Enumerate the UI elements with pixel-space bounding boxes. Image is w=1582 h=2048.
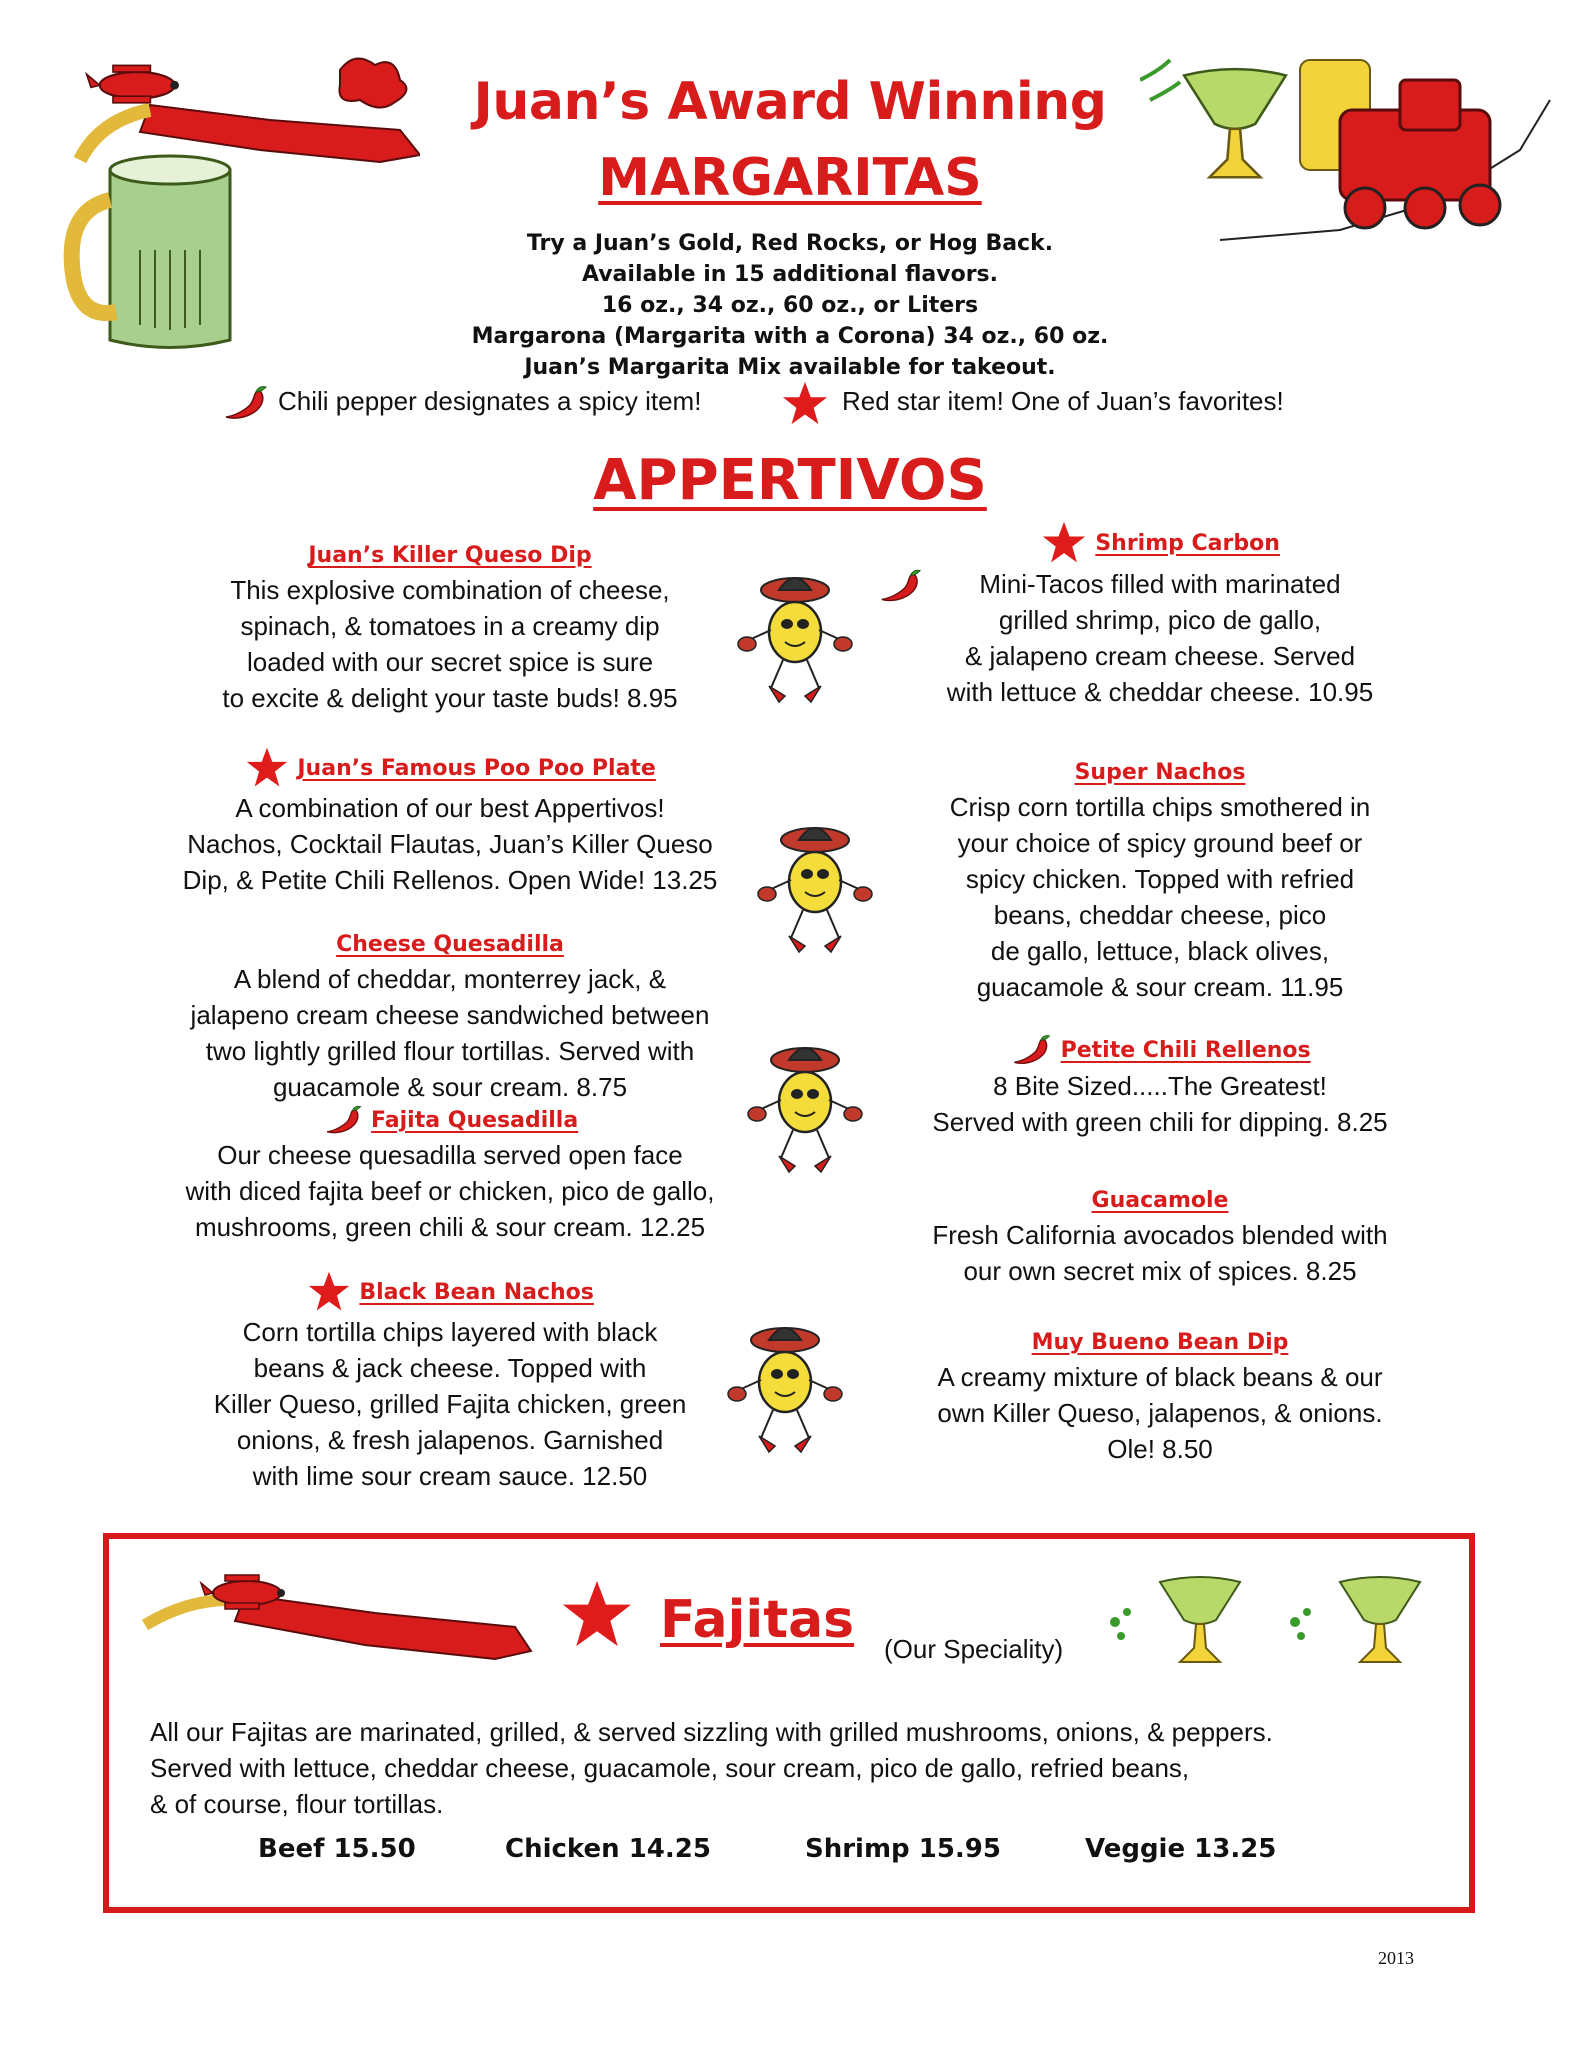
legend-chili-text: Chili pepper designates a spicy item!: [278, 386, 702, 416]
star-icon: [1040, 520, 1088, 566]
price-veggie: Veggie 13.25: [1085, 1834, 1277, 1864]
item-name: Cheese Quesadilla: [336, 932, 564, 957]
item-name: Juan’s Killer Queso Dip: [308, 543, 592, 568]
item-name: Petite Chili Rellenos: [1060, 1038, 1311, 1063]
price-shrimp: Shrimp 15.95: [805, 1834, 1001, 1864]
dancing-character-illustration: [755, 810, 875, 960]
chili-icon: [1009, 1032, 1053, 1068]
margarita-intro: [420, 228, 1160, 383]
star-icon: [558, 1578, 636, 1652]
margarita-glass-illustration: [1285, 1562, 1445, 1672]
margarita-mug-illustration: [40, 50, 420, 350]
menu-item: [860, 1030, 1460, 1140]
dancing-character-illustration: [725, 1310, 845, 1460]
section-title-appertivos: APPERTIVOS: [593, 448, 987, 513]
item-description: Fresh California avocados blended with our own secret mix of spices. 8.25: [932, 1220, 1388, 1286]
page-title: Juan’s Award Winning: [473, 72, 1107, 132]
dancing-character-illustration: [735, 560, 855, 710]
price-chicken: Chicken 14.25: [505, 1834, 711, 1864]
item-name: Muy Bueno Bean Dip: [1031, 1330, 1289, 1355]
fajitas-title: Fajitas: [660, 1590, 855, 1650]
item-name: Guacamole: [1091, 1188, 1229, 1213]
item-description: 8 Bite Sized.....The Greatest! Served with green chili for dipping. 8.25: [932, 1071, 1388, 1138]
menu-item: [150, 535, 750, 716]
item-description: A creamy mixture of black beans & our own Killer Queso, jalapenos, & onions. Ole! 8.50: [937, 1362, 1383, 1464]
item-name: Fajita Quesadilla: [371, 1108, 579, 1133]
fajitas-subtitle: (Our Speciality): [884, 1634, 1064, 1664]
dancing-character-illustration: [745, 1030, 865, 1180]
menu-item: [860, 1322, 1460, 1467]
menu-item: [860, 1180, 1460, 1289]
menu-item: [130, 1100, 770, 1245]
item-description: Crisp corn tortilla chips smothered in your choice of spicy ground beef or spicy chicken. Topped with refried beans, cheddar cheese, pico de gallo, lettuce, black olives, guacamole & sour cream. 11.95: [949, 792, 1371, 1002]
intro-line: Try a Juan’s Gold, Red Rocks, or Hog Back.: [526, 231, 1054, 256]
intro-line: Juan’s Margarita Mix available for takeout.: [524, 355, 1056, 380]
fajitas-description: All our Fajitas are marinated, grilled, & served sizzling with grilled mushrooms, onions, & peppers. Served with lettuce, cheddar cheese, guacamole, sour cream, pico de gallo, refried beans, & of course, flour tortillas.: [150, 1717, 1273, 1819]
intro-line: 16 oz., 34 oz., 60 oz., or Liters: [601, 293, 979, 318]
item-name: Super Nachos: [1074, 760, 1246, 785]
item-description: A blend of cheddar, monterrey jack, & jalapeno cream cheese sandwiched between two lightly grilled flour tortillas. Served with guacamole & sour cream. 8.75: [190, 964, 710, 1102]
legend-star-text: Red star item! One of Juan’s favorites!: [842, 386, 1284, 416]
menu-item: [150, 1270, 750, 1494]
intro-line: Available in 15 additional flavors.: [581, 262, 999, 287]
menu-item: [130, 746, 770, 898]
item-name: Juan’s Famous Poo Poo Plate: [297, 755, 656, 781]
item-name: Shrimp Carbon: [1095, 530, 1280, 556]
star-icon: [780, 380, 830, 428]
chili-icon: [876, 566, 924, 606]
item-description: Mini-Tacos filled with marinated grilled shrimp, pico de gallo, & jalapeno cream cheese. Served with lettuce & cheddar cheese. 10.95: [946, 569, 1374, 707]
star-icon: [306, 1270, 352, 1314]
menu-item: [130, 924, 770, 1105]
chili-icon: [322, 1103, 364, 1137]
item-description: Corn tortilla chips layered with black beans & jack cheese. Topped with Killer Queso, grilled Fajita chicken, green onions, & fresh jalapenos. Garnished with lime sour cream sauce. 12.50: [213, 1317, 687, 1491]
menu-item: [860, 520, 1460, 710]
item-description: A combination of our best Appertivos! Nachos, Cocktail Flautas, Juan’s Killer Queso Dip, & Petite Chili Rellenos. Open Wide! 13.25: [182, 793, 718, 895]
chili-icon: [220, 382, 270, 424]
legend: [220, 378, 1370, 428]
item-name: Black Bean Nachos: [359, 1279, 594, 1305]
menu-item: [860, 752, 1460, 1005]
item-description: Our cheese quesadilla served open face with diced fajita beef or chicken, pico de gallo, mushrooms, green chili & sour cream. 12.25: [185, 1140, 715, 1243]
item-description: This explosive combination of cheese, spinach, & tomatoes in a creamy dip loaded with our secret spice is sure to excite & delight your taste buds! 8.95: [222, 575, 678, 713]
page-subtitle: MARGARITAS: [598, 148, 982, 208]
margarita-glass-illustration: [1105, 1562, 1265, 1672]
price-beef: Beef 15.50: [258, 1834, 416, 1864]
fajitas-prices: [150, 1834, 1430, 1874]
plane-banner-illustration: [135, 1555, 535, 1675]
star-icon: [244, 746, 290, 790]
intro-line: Margarona (Margarita with a Corona) 34 oz., 60 oz.: [471, 324, 1109, 349]
beer-truck-illustration: [1140, 40, 1560, 270]
year-label: 2013: [1378, 1948, 1414, 1968]
